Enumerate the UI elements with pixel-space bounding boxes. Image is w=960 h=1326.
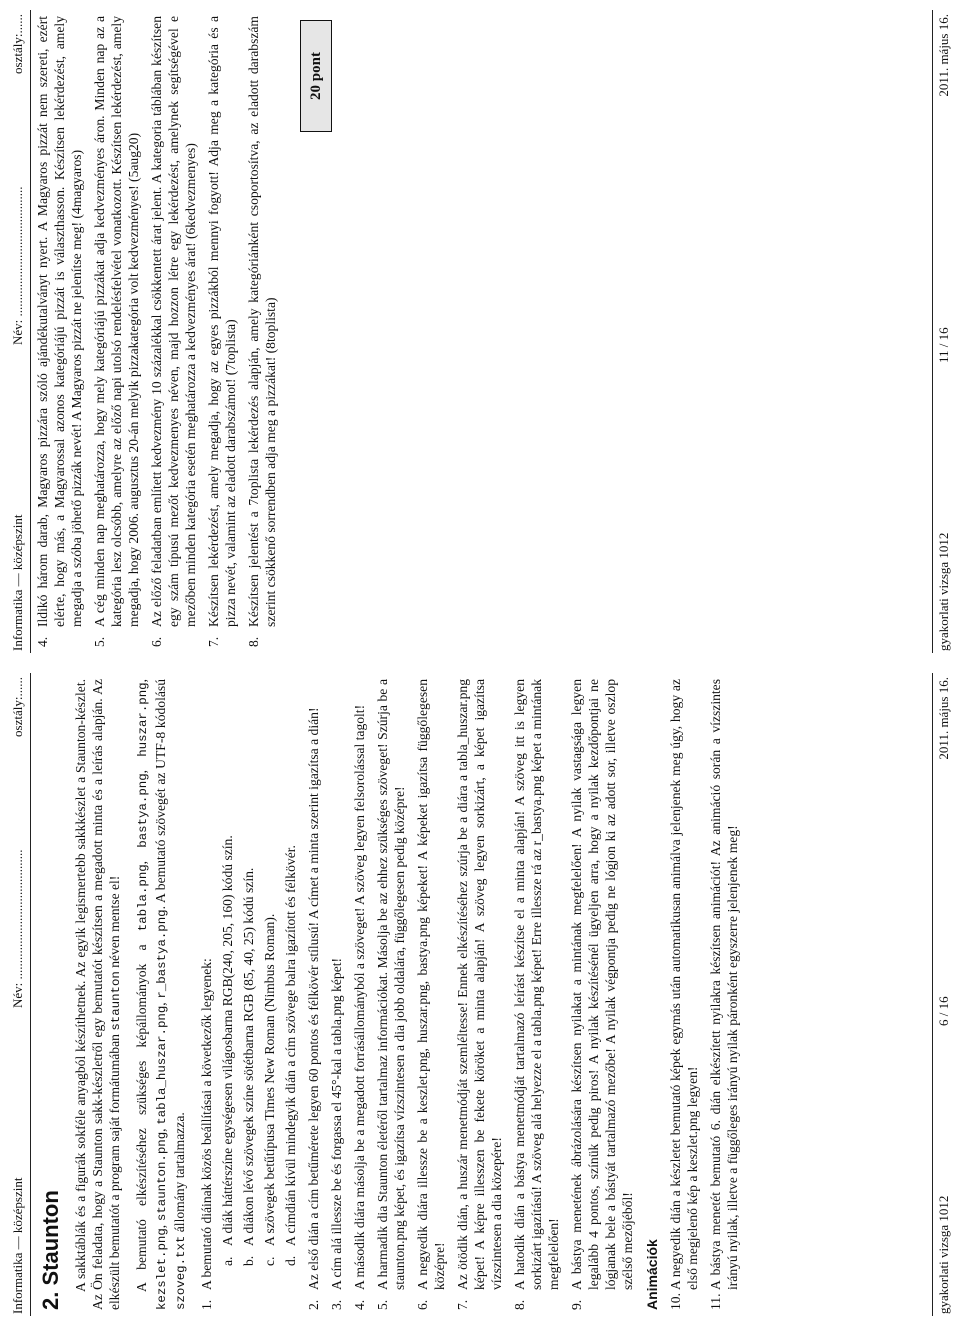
list-item: 6. A negyedik diára illessze be a keszlet.png, huszar.png, bastya.png képeket! A képeket igazítsa függőlegesen középre! <box>415 679 447 1310</box>
header-name-field: Név: ........................................ <box>10 849 25 1008</box>
header-rule <box>30 673 31 1316</box>
animations-heading: Animációk <box>644 1239 660 1310</box>
list-item: 5. A harmadik dia Staunton életéről tartalmaz információkat. Másolja be az ehhez szükséges szöveget! Szúrja be a staunton.png képet, és igazítsa vízszintesen a dia jobb oldalára, függőlegesen pedig középre! <box>375 679 407 1310</box>
list-item: 6. Az előző feladatban említett kedvezmény 10 százalékkal csökkentett árat jelent. A kategoria táblában készítsen egy szám típusú mezőt kedvezmenyes néven, majd hozzon létre egy lekérdezést, amelynek segítségével e mezőben minden kategória esetén meghatározza a kedvezményes árat! (6kedvezmenyes) <box>149 16 198 647</box>
list-item: 3. A cím alá illessze be és forgassa el 45°-kal a tabla.png képet! <box>329 957 344 1310</box>
list-item: 4. A második diára másolja be a megadott forrásállományból a szöveget! A szöveg legyen felsorolással tagolt! <box>352 704 367 1310</box>
list-item: 5. A cég minden nap meghatározza, hogy mely kategóriájú pizzákat adja kedvezményes áron. Minden nap az a kategória lesz olcsóbb, amelyre az előző napi utolsó rendelésfelvétel vonatkozott. Készítsen lekérdezést, amely megadja, hogy 2006. augusztus 20-án melyik pizzakategória volt kedvezményes! (5aug20) <box>92 16 141 647</box>
footer-date: 2011. május 16. <box>936 14 951 97</box>
list-item: 8. A hatodik dián a bástya menetmódját tartalmazó leírást készítse el a minta alapján! A szöveg itt is legyen sorkizárt igazítású! A szöveg alá helyezze el a tabla.png képet! Erre illessze rá az r_bastya.png képet a mintának megfelelően! <box>512 679 561 1310</box>
list-item: a. A diák háttérszíne egységesen világosbarna RGB(240, 205, 160) kódú szín. <box>220 835 235 1266</box>
page-header <box>6 0 30 663</box>
section-title: 2. Staunton <box>38 1190 63 1310</box>
header-class-field: osztály:...... <box>10 677 25 737</box>
page-header <box>6 663 30 1326</box>
task-list <box>198 679 636 1310</box>
header-class-field: osztály:...... <box>10 14 25 74</box>
list-item: 10. A negyedik dián a készletet bemutató képek egymás után automatikusan animálva jelenjenek meg úgy, hogy az első megjelenő kép a keszlet.png legyen! <box>668 679 700 1310</box>
header-subject: Informatika — középszint <box>10 514 25 651</box>
task-list <box>34 16 279 647</box>
page-footer <box>932 663 954 1326</box>
list-item: 9. A bástya menetének ábrázolására készítsen nyilakat a mintának megfelelően! A nyilak vastagsága legyen legalább 4 pontos, színük pedig piros! A nyilak készítésénél ügyeljen arra, hogy a nyilak kezdőpontjai ne lógjanak bele a bástyát tartalmazó mezőbe! A nyilak végpontja pedig ne lógjon ki az adott sor, illetve oszlop szélső mezőjéből! <box>569 679 635 1310</box>
list-item: 11. A bástya menetét bemutató 6. dián elkészített nyilakra készítsen animációt! Az animáció során a vízszintes irányú nyilak, illetve a függőleges irányú nyilak páronként egyszerre jelenjenek meg! <box>708 679 740 1310</box>
points-box: 20 pont <box>300 20 332 132</box>
page-footer <box>932 0 954 663</box>
list-item: c. A szövegek betűtípusa Times New Roman (Nimbus Roman). <box>262 913 277 1266</box>
footer-exam: gyakorlati vizsga 1012 <box>936 532 951 651</box>
header-rule <box>30 10 31 653</box>
sub-list <box>219 679 299 1290</box>
header-subject: Informatika — középszint <box>10 1177 25 1314</box>
footer-page-number: 6 / 16 <box>936 996 951 1026</box>
list-item: d. A címdián kívül mindegyik dián a cím szövege balra igazított és félkövér. <box>283 845 298 1266</box>
page-content <box>34 679 926 1310</box>
footer-exam: gyakorlati vizsga 1012 <box>936 1195 951 1314</box>
list-item: b. A diákon lévő szövegek színe sötétbarna RGB (85, 40, 25) kódú szín. <box>241 867 256 1266</box>
resources-paragraph: A bemutató elkészítéséhez szükséges képállományok a tabla.png, bastya.png, huszar.png, kezslet.png, staunton.png, tabla_huszar.png, r_bastya.png. A bemutató szövegét az UTF-8 kódolású szoveg.txt állomány tartalmazza. <box>134 679 188 1310</box>
footer-page-number: 11 / 16 <box>936 327 951 363</box>
list-item: 7. Az ötödik dián, a huszár menetmódját szemléltesse! Ennek elkészítéséhez szúrja be a diára a tabla_huszar.png képet! A képre illesszen be fekete köröket a minta alapján! A szöveg legyen sorkizárt, a képet igazítsa vízszintesen a dia közepére! <box>455 679 504 1310</box>
footer-rule <box>932 10 933 653</box>
intro-paragraph: A sakktáblák és a figurák sokféle anyagból készíthetnek. Az egyik legismertebb sakkkészlet a Staunton-készlet. Az Ön feladata, hogy a Staunton sakk-készletről egy bemutatót készítsen a megadott minta és a leírás alapján. Az elkészült bemutatót a program saját formátumában staunton néven mentse el! <box>73 679 123 1310</box>
list-item: 4. Ildikó három darab, Magyaros pizzára szóló ajándékutalványt nyert. A Magyaros pizzát nem szereti, ezért elérte, hogy más, a Magyarossal azonos kategóriájú pizzát is választhasson. Készítsen lekérdezést, amely megadja a szóba jöhető pizzák nevét! A Magyaros pizzát ne jelenítse meg! (4magyaros) <box>35 16 84 647</box>
footer-rule <box>932 673 933 1316</box>
list-item: 2. Az első dián a cím betűmérete legyen 60 pontos és félkövér stílusú! A címet a minta szerint igazítsa a dián! <box>306 707 321 1310</box>
footer-date: 2011. május 16. <box>936 677 951 760</box>
list-item: 7. Készítsen lekérdezést, amely megadja, hogy az egyes pizzákból mennyi fogyott! Adja meg a kategória és a pizza nevét, valamint az eladott darabszámot! (7toplista) <box>206 16 238 647</box>
header-name-field: Név: ........................................ <box>10 186 25 345</box>
page-6 <box>0 663 960 1326</box>
list-item: 8. Készítsen jelentést a 7toplista lekérdezés alapján, amely kategóriánként csoportosítva, az eladott darabszám szerint csökkenő sorrendben adja meg a pizzákat! (8toplista) <box>246 16 278 647</box>
animation-task-list <box>667 679 741 1310</box>
page-content <box>34 16 926 647</box>
list-item: 1. A bemutató diáinak közös beállításai a következők legyenek: a. A diák háttérszíne egységesen világosbarna RGB(240, 205, 160) kódú szín. b. A diákon lévő szövegek színe sötétbarna RGB (85, 40, 25) kódú szín. c. A szövegek betűtípusa Times New Roman (Nimbus Roman). d. A címdián kívül mindegyik dián a cím szövege balra igazított és félkövér. <box>198 679 299 1310</box>
